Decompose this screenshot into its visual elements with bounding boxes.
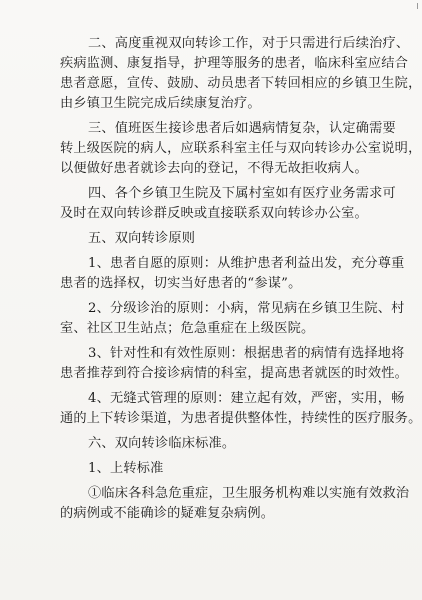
principle-1-line-1: 1、患者自愿的原则：从维护患者利益出发，充分尊重 [88, 256, 405, 271]
criterion-1-line-2: 的病例或不能确诊的疑难复杂病例。 [60, 506, 275, 521]
paragraph-2-line-1: 二、高度重视双向转诊工作，对于只需进行后续治疗、 [88, 36, 410, 51]
principle-3-line-1: 3、针对性和有效性原则：根据患者的病情有选择地将 [88, 346, 405, 361]
subheading-upward-referral: 1、上转标准 [88, 461, 164, 476]
scan-edge-mark [417, 3, 418, 9]
paragraph-4-line-1: 四、各个乡镇卫生院及下属村室如有医疗业务需求可 [88, 186, 396, 201]
paragraph-3-line-3: 以便做好患者就诊去向的登记，不得无故拒收病人。 [60, 161, 368, 176]
paragraph-3-line-2: 转上级医院的病人，应联系科室主任与双向转诊办公室说明， [60, 141, 422, 156]
criterion-1-line-1: ①临床各科急危重症，卫生服务机构难以实施有效救治 [88, 486, 410, 501]
principle-2-line-1: 2、分级诊治的原则：小病，常见病在乡镇卫生院、村 [88, 301, 405, 316]
paragraph-4-line-2: 及时在双向转诊群反映或直接联系双向转诊办公室。 [60, 206, 368, 221]
principle-3-line-2: 患者推荐到符合接诊病情的科室，提高患者就医的时效性。 [60, 366, 409, 381]
section-heading-principles: 五、双向转诊原则 [88, 231, 196, 246]
principle-1-line-2: 患者的选择权，切实当好患者的“参谋”。 [60, 276, 302, 291]
paragraph-3-line-1: 三、值班医生接诊患者后如遇病情复杂，认定确需要 [88, 121, 396, 136]
paragraph-2-line-2: 疾病监测、康复指导，护理等服务的患者，临床科室应结合 [60, 56, 409, 71]
section-heading-clinical-standards: 六、双向转诊临床标准。 [88, 436, 236, 451]
principle-2-line-2: 室、社区卫生站点；危急重症在上级医院。 [60, 321, 315, 336]
principle-4-line-1: 4、无缝式管理的原则：建立起有效，严密，实用，畅 [88, 391, 405, 406]
paragraph-2-line-3: 患者意愿，宣传、鼓励、动员患者下转回相应的乡镇卫生院， [60, 76, 422, 91]
principle-4-line-2: 通的上下转诊渠道，为患者提供整体性，持续性的医疗服务。 [60, 411, 422, 426]
paragraph-2-line-4: 由乡镇卫生院完成后续康复治疗。 [60, 96, 261, 111]
document-body [60, 34, 422, 524]
